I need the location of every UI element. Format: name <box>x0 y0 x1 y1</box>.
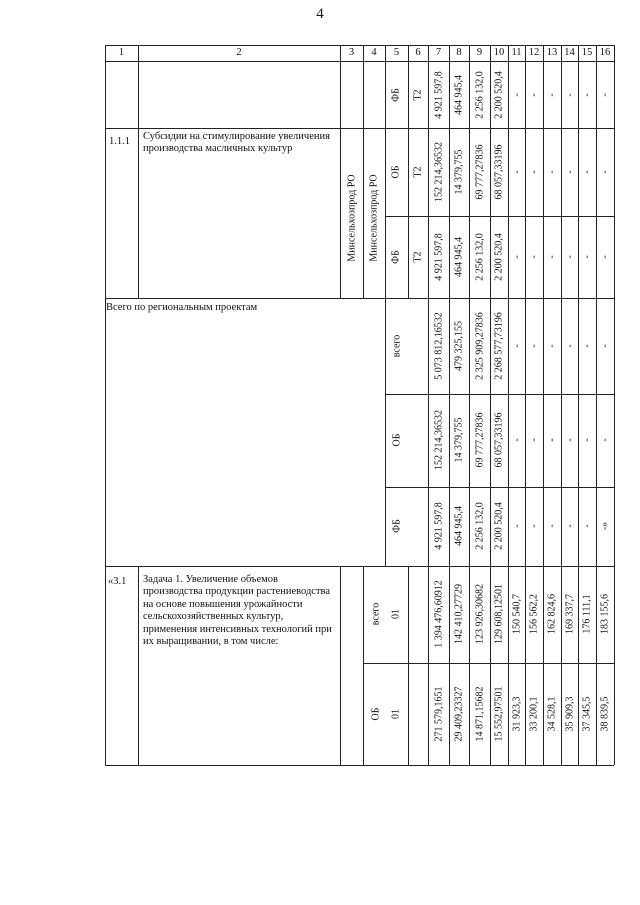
total-fb-value-col8: 464 945,4 <box>453 506 465 546</box>
col-divider <box>138 566 139 765</box>
value-column-divider <box>578 61 579 765</box>
value-column-divider <box>561 61 562 765</box>
b31-vsego-value-col14: 169 337,7 <box>564 594 575 634</box>
total-vsego-label: всего <box>391 334 403 358</box>
header-col-6: 6 <box>415 47 421 58</box>
header-col-2: 2 <box>236 47 242 58</box>
total-fb-value-col15: - <box>581 524 593 528</box>
b31-ob-value-col12: 33 200,1 <box>528 696 540 732</box>
total-ob-value-col13: - <box>546 438 558 442</box>
top-value-col9: 2 256 132,0 <box>474 71 485 119</box>
value-column-divider <box>525 61 526 765</box>
b31-ob-value-col14: 35 909,3 <box>564 696 575 732</box>
total-vsego-value-col8: 479 325,155 <box>453 321 465 371</box>
subrow-border <box>385 394 614 395</box>
table-left-border <box>105 45 106 765</box>
table-bottom-border <box>105 765 614 766</box>
top-value-col14: - <box>564 93 575 97</box>
top-source-fb: ФБ <box>390 88 402 102</box>
top-value-col12: - <box>528 93 540 97</box>
row-number-3-1: «3.1 <box>108 576 127 587</box>
b111-fb-value-col15: - <box>581 255 593 259</box>
b111-fb-code: Т2 <box>412 251 424 263</box>
total-ob-value-col9: 69 777,27836 <box>474 412 485 468</box>
total-vsego-value-col14: - <box>564 344 575 348</box>
col-divider <box>340 61 341 298</box>
total-vsego-value-col13: - <box>546 344 558 348</box>
b31-vsego-value-col11: 150 540,7 <box>511 594 522 634</box>
col-divider <box>385 298 386 566</box>
header-col-12: 12 <box>528 47 540 58</box>
total-vsego-value-col10: 2 268 577,73196 <box>493 312 505 380</box>
total-fb-value-col11: - <box>511 524 522 528</box>
value-column-divider <box>508 61 509 765</box>
table-top-border <box>105 45 614 46</box>
col-divider <box>385 61 386 298</box>
header-col-13: 13 <box>546 47 558 58</box>
total-vsego-value-col15: - <box>581 344 593 348</box>
total-fb-value-col13: - <box>546 524 558 528</box>
subrow-border <box>385 216 614 217</box>
b111-fb-value-col8: 464 945,4 <box>453 237 465 277</box>
header-col-4: 4 <box>371 47 377 58</box>
b31-vsego-value-col16: 183 155,6 <box>599 594 611 634</box>
row-border <box>105 566 614 567</box>
col-divider <box>408 566 409 765</box>
value-column-divider <box>596 61 597 765</box>
value-column-divider <box>428 61 429 765</box>
col-divider <box>363 566 364 765</box>
b111-ob-value-col10: 68 057,33196 <box>493 144 505 200</box>
b111-fb-value-col16: - <box>599 255 611 259</box>
total-ob-value-col10: 68 057,33196 <box>493 412 505 468</box>
header-col-5: 5 <box>393 47 400 58</box>
b31-ob-value-col10: 15 552,97501 <box>493 686 505 742</box>
b111-fb-value-col9: 2 256 132,0 <box>474 233 485 281</box>
b31-vsego-value-col15: 176 111,1 <box>581 594 593 634</box>
b31-vsego-value-col7: 1 394 476,60912 <box>433 580 444 648</box>
col-divider <box>363 61 364 298</box>
total-fb-value-col10: 2 200 520,4 <box>493 502 505 550</box>
top-code-t2: Т2 <box>412 89 424 101</box>
b111-ob-value-col9: 69 777,27836 <box>474 144 485 200</box>
b111-fb-value-col13: - <box>546 255 558 259</box>
header-bottom-border <box>105 61 614 62</box>
top-value-col10: 2 200 520,4 <box>493 71 505 119</box>
col-divider <box>138 61 139 298</box>
total-ob-value-col12: - <box>528 438 540 442</box>
b31-ob-value-col13: 34 528,1 <box>546 696 558 732</box>
total-ob-value-col14: - <box>564 438 575 442</box>
value-column-divider <box>490 61 491 765</box>
row-number-1-1-1: 1.1.1 <box>109 136 130 147</box>
subrow-border <box>385 487 614 488</box>
b111-fb-value-col14: - <box>564 255 575 259</box>
b31-vsego-code: 01 <box>390 609 402 619</box>
total-ob-value-col11: - <box>511 438 522 442</box>
top-value-col11: - <box>511 93 522 97</box>
top-value-col13: - <box>546 93 558 97</box>
total-fb-value-col14: - <box>564 524 575 528</box>
b111-ob-code: Т2 <box>412 166 424 178</box>
top-value-col16: - <box>599 93 611 97</box>
header-col-9: 9 <box>476 47 483 58</box>
value-column-divider <box>543 61 544 765</box>
b111-fb-value-col7: 4 921 597,8 <box>433 233 444 281</box>
header-col-1: 1 <box>118 47 125 58</box>
b31-ob-value-col7: 271 579,1651 <box>433 686 444 742</box>
subrow-border <box>363 663 614 664</box>
header-col-8: 8 <box>456 47 462 58</box>
row-border <box>105 128 614 129</box>
row-border <box>105 298 614 299</box>
b31-ob-code: 01 <box>390 709 402 719</box>
total-fb-value-col16: -» <box>599 521 611 531</box>
b31-vsego-value-col10: 129 608,12501 <box>493 584 505 644</box>
b111-fb-source: ФБ <box>390 250 402 264</box>
total-vsego-value-col9: 2 325 909,27836 <box>474 312 485 380</box>
b31-ob-value-col15: 37 345,5 <box>581 696 593 732</box>
total-vsego-value-col7: 5 073 812,16532 <box>433 312 444 380</box>
b31-ob-value-col9: 14 871,15682 <box>474 686 485 742</box>
row-description-1-1-1: Субсидии на стимулирование увеличения производства масличных культур <box>143 131 330 155</box>
responsible-executor: Минсельхозпрод РО <box>346 174 358 262</box>
header-col-10: 10 <box>493 47 505 58</box>
b31-ob-value-col8: 29 409,23327 <box>453 686 465 742</box>
total-regional-projects-label: Всего по региональным проектам <box>106 302 258 313</box>
top-value-col8: 464 945,4 <box>453 75 465 115</box>
value-column-divider <box>449 61 450 765</box>
row-description-3-1: Задача 1. Увеличение объемов производства продукции растениеводства на основе повышения урожайности сельскохозяйственных культур, применения интенсивных технологий при их выращивании, в том числе: <box>143 574 332 648</box>
col-divider <box>340 566 341 765</box>
top-value-col15: - <box>581 93 593 97</box>
total-ob-value-col16: - <box>599 438 611 442</box>
b31-vsego-label: всего <box>370 602 382 626</box>
b111-ob-source: ОБ <box>390 165 402 179</box>
header-col-15: 15 <box>581 47 593 58</box>
b111-ob-value-col15: - <box>581 170 593 174</box>
total-ob-value-col7: 152 214,36532 <box>433 410 444 470</box>
table-right-border <box>614 45 615 765</box>
b111-fb-value-col12: - <box>528 255 540 259</box>
b111-ob-value-col16: - <box>599 170 611 174</box>
col-divider <box>408 61 409 298</box>
participant: Минсельхозпрод РО <box>368 174 380 262</box>
header-col-16: 16 <box>599 47 611 58</box>
b31-ob-value-col16: 38 839,5 <box>599 696 611 732</box>
b111-ob-value-col14: - <box>564 170 575 174</box>
b111-ob-value-col12: - <box>528 170 540 174</box>
header-col-11: 11 <box>511 47 522 58</box>
total-vsego-value-col11: - <box>511 344 522 348</box>
header-col-14: 14 <box>564 47 575 58</box>
total-ob-label: ОБ <box>391 433 403 447</box>
b111-ob-value-col8: 14 379,755 <box>453 149 465 195</box>
header-col-7: 7 <box>435 47 442 58</box>
top-value-col7: 4 921 597,8 <box>433 71 444 119</box>
total-vsego-value-col12: - <box>528 344 540 348</box>
b31-vsego-value-col13: 162 824,6 <box>546 594 558 634</box>
b111-ob-value-col11: - <box>511 170 522 174</box>
total-fb-value-col12: - <box>528 524 540 528</box>
b31-vsego-value-col12: 156 562,2 <box>528 594 540 634</box>
b111-ob-value-col7: 152 214,36532 <box>433 142 444 202</box>
total-ob-value-col15: - <box>581 438 593 442</box>
b31-ob-value-col11: 31 923,3 <box>511 696 522 732</box>
b111-fb-value-col10: 2 200 520,4 <box>493 233 505 281</box>
b111-fb-value-col11: - <box>511 255 522 259</box>
total-fb-value-col9: 2 256 132,0 <box>474 502 485 550</box>
page-number: 4 <box>316 6 324 22</box>
b31-ob-label: ОБ <box>370 707 382 721</box>
value-column-divider <box>469 61 470 765</box>
b31-vsego-value-col8: 142 410,27729 <box>453 584 465 644</box>
total-fb-label: ФБ <box>391 519 403 533</box>
b111-ob-value-col13: - <box>546 170 558 174</box>
total-ob-value-col8: 14 379,755 <box>453 417 465 463</box>
header-col-3: 3 <box>348 47 355 58</box>
total-fb-value-col7: 4 921 597,8 <box>433 502 444 550</box>
total-vsego-value-col16: - <box>599 344 611 348</box>
b31-vsego-value-col9: 123 926,30682 <box>474 584 485 644</box>
